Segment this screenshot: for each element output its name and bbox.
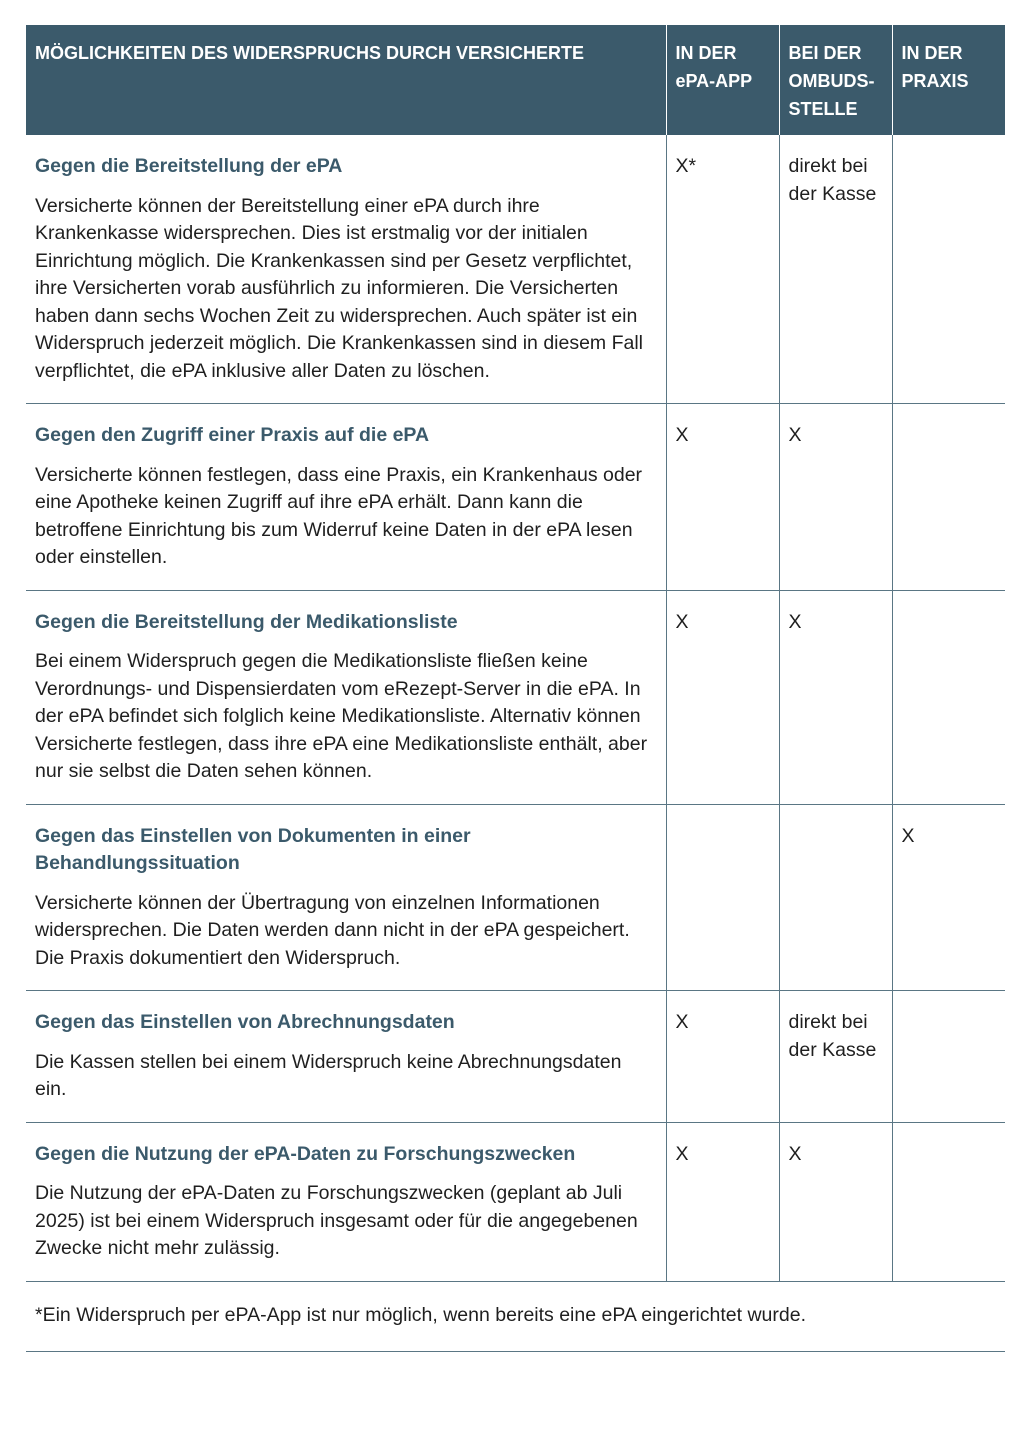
row-text: Die Nutzung der ePA-Daten zu Forschungszwecken (geplant ab Juli 2025) ist bei einem Widerspruch insgesamt oder für die angegebenen Zwecke nicht mehr zulässig. [35,1182,638,1259]
header-options: MÖGLICHKEITEN DES WIDERSPRUCHS DURCH VERSICHERTE [26,25,666,135]
objection-table-container [26,25,1005,1352]
cell-ombudsstelle: direkt bei der Kasse [779,991,892,1123]
cell-epa-app: X [666,991,779,1123]
table-row [26,404,1005,591]
row-text: Bei einem Widerspruch gegen die Medikationsliste fließen keine Verordnungs- und Dispensierdaten vom eRezept-Server in die ePA. In der ePA befindet sich folglich keine Medikationsliste. Alternativ können Versicherte festlegen, dass ihre ePA eine Medikationsliste enthält, aber nur sie selbst die Daten sehen können. [35,650,648,782]
header-ombudsstelle: BEI DER OMBUDS-STELLE [779,25,892,135]
row-text: Versicherte können der Bereitstellung einer ePA durch ihre Krankenkasse widersprechen. Dies ist erstmalig vor der initialen Einrichtung möglich. Die Krankenkassen sind per Gesetz verpflichtet, ihre Versicherten vorab ausführlich zu informieren. Die Versicherten haben dann sechs Wochen Zeit zu widersprechen. Auch später ist ein Widerspruch jederzeit möglich. Die Krankenkassen sind in diesem Fall verpflichtet, die ePA inklusive aller Daten zu löschen. [35,194,644,382]
row-text: Versicherte können der Übertragung von einzelnen Informationen widersprechen. Die Daten werden dann nicht in der ePA gespeichert. Die Praxis dokumentiert den Widerspruch. [35,891,630,969]
header-row [26,25,1005,135]
cell-praxis [892,590,1005,804]
table-row [26,590,1005,804]
row-title: Gegen den Zugriff einer Praxis auf die ePA [35,424,430,446]
cell-ombudsstelle [779,804,892,991]
table-row [26,1122,1005,1281]
cell-ombudsstelle: X [779,404,892,591]
row-title: Gegen die Bereitstellung der Medikationsliste [35,610,458,633]
row-title: Gegen die Nutzung der ePA-Daten zu Forschungszwecken [35,1142,576,1165]
row-description [26,804,666,991]
row-text: Versicherte können festlegen, dass eine Praxis, ein Krankenhaus oder eine Apotheke keinen Zugriff auf ihre ePA erhält. Dann kann die betroffene Einrichtung bis zum Widerruf keine Daten in der ePA lesen oder einstellen. [35,463,643,568]
row-title: Gegen das Einstellen von Abrechnungsdaten [35,1011,455,1033]
cell-ombudsstelle: X [779,1122,892,1281]
table-row [26,991,1005,1123]
cell-praxis [892,1122,1005,1281]
header-epa-app: IN DER ePA-APP [666,25,779,135]
table-row [26,135,1005,404]
cell-ombudsstelle: X [779,590,892,804]
cell-praxis: X [892,804,1005,991]
cell-praxis [892,404,1005,591]
cell-epa-app [666,804,779,991]
cell-epa-app: X* [666,135,779,404]
table-header [26,25,1005,135]
cell-praxis [892,991,1005,1123]
row-title: Gegen die Bereitstellung der ePA [35,155,343,177]
row-text: Die Kassen stellen bei einem Widerspruch keine Abrechnungsdaten ein. [35,1050,622,1100]
cell-epa-app: X [666,1122,779,1281]
row-description [26,991,666,1123]
footnote: *Ein Widerspruch per ePA-App ist nur möglich, wenn bereits eine ePA eingerichtet wurde. [26,1282,1005,1352]
table-row [26,804,1005,991]
cell-epa-app: X [666,404,779,591]
cell-praxis [892,135,1005,404]
objection-options-table [26,25,1005,1282]
row-description [26,590,666,804]
row-description [26,135,666,404]
row-title: Gegen das Einstellen von Dokumenten in einer Behandlungssituation [35,824,471,874]
cell-epa-app: X [666,590,779,804]
row-description [26,404,666,591]
cell-ombudsstelle: direkt bei der Kasse [779,135,892,404]
row-description [26,1122,666,1281]
table-body [26,135,1005,1281]
header-praxis: IN DER PRAXIS [892,25,1005,135]
